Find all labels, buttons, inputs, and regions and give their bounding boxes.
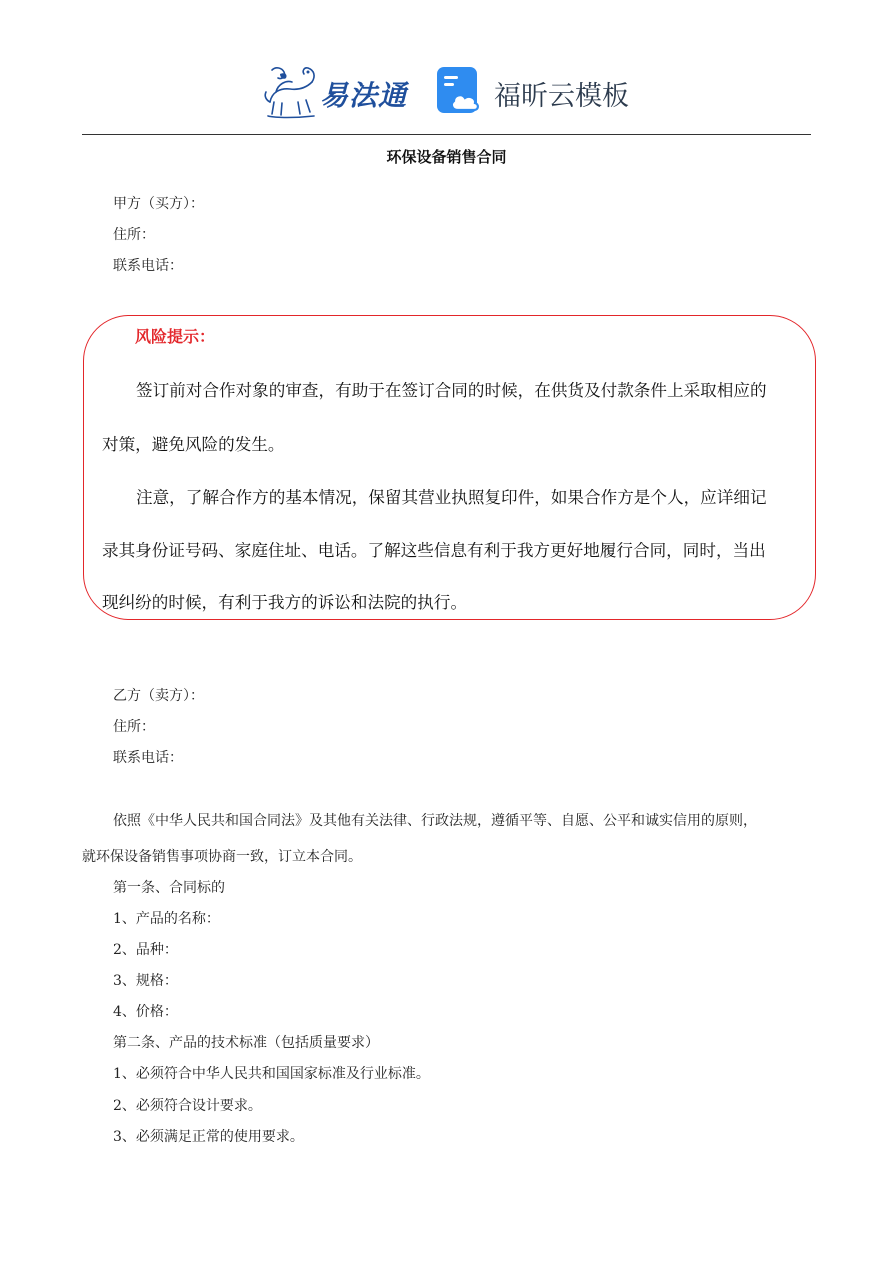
party-a-phone: 联系电话： (113, 258, 183, 274)
intro-line-2: 就环保设备销售事项协商一致，订立本合同。 (82, 849, 362, 865)
party-b-phone: 联系电话： (113, 750, 183, 766)
risk-warning-box (83, 315, 816, 620)
cloud-doc-icon (436, 66, 484, 116)
article-1-item: 2、品种： (113, 942, 178, 958)
header-divider (82, 134, 811, 135)
fuxin-logo (436, 64, 636, 120)
party-b-label: 乙方（卖方）： (113, 688, 204, 704)
risk-warning-title: 风险提示： (135, 327, 216, 346)
article-1-heading: 第一条、合同标的 (113, 880, 225, 896)
article-2-heading: 第二条、产品的技术标准（包括质量要求） (113, 1035, 379, 1051)
risk-line-4: 录其身份证号码、家庭住址、电话。了解这些信息有利于我方更好地履行合同，同时，当出 (102, 541, 766, 560)
party-b-address: 住所： (113, 719, 155, 735)
article-1-item: 4、价格： (113, 1004, 178, 1020)
article-1-item: 1、产品的名称： (113, 911, 220, 927)
risk-line-2: 对策，避免风险的发生。 (102, 435, 285, 454)
fuxin-logo-text: 福昕云模板 (494, 81, 629, 112)
intro-line-1: 依照《中华人民共和国合同法》及其他有关法律、行政法规，遵循平等、自愿、公平和诚实信用的原则， (113, 813, 757, 829)
risk-line-5: 现纠纷的时候，有利于我方的诉讼和法院的执行。 (102, 593, 468, 612)
article-2-item: 2、必须符合设计要求。 (113, 1098, 262, 1114)
document-title: 环保设备销售合同 (386, 148, 507, 166)
party-a-address: 住所： (113, 227, 155, 243)
article-2-item: 1、必须符合中华人民共和国国家标准及行业标准。 (113, 1066, 430, 1082)
qilin-mascot-icon (262, 62, 322, 120)
risk-line-3: 注意，了解合作方的基本情况，保留其营业执照复印件，如果合作方是个人，应详细记 (136, 488, 767, 507)
risk-line-1: 签订前对合作对象的审查，有助于在签订合同的时候，在供货及付款条件上采取相应的 (136, 381, 767, 400)
header-logos (0, 58, 893, 122)
party-a-label: 甲方（买方）： (113, 196, 204, 212)
yifatong-logo-text: 易法通 (320, 79, 408, 112)
article-1-item: 3、规格： (113, 973, 178, 989)
yifatong-logo (262, 62, 412, 118)
article-2-item: 3、必须满足正常的使用要求。 (113, 1129, 304, 1145)
